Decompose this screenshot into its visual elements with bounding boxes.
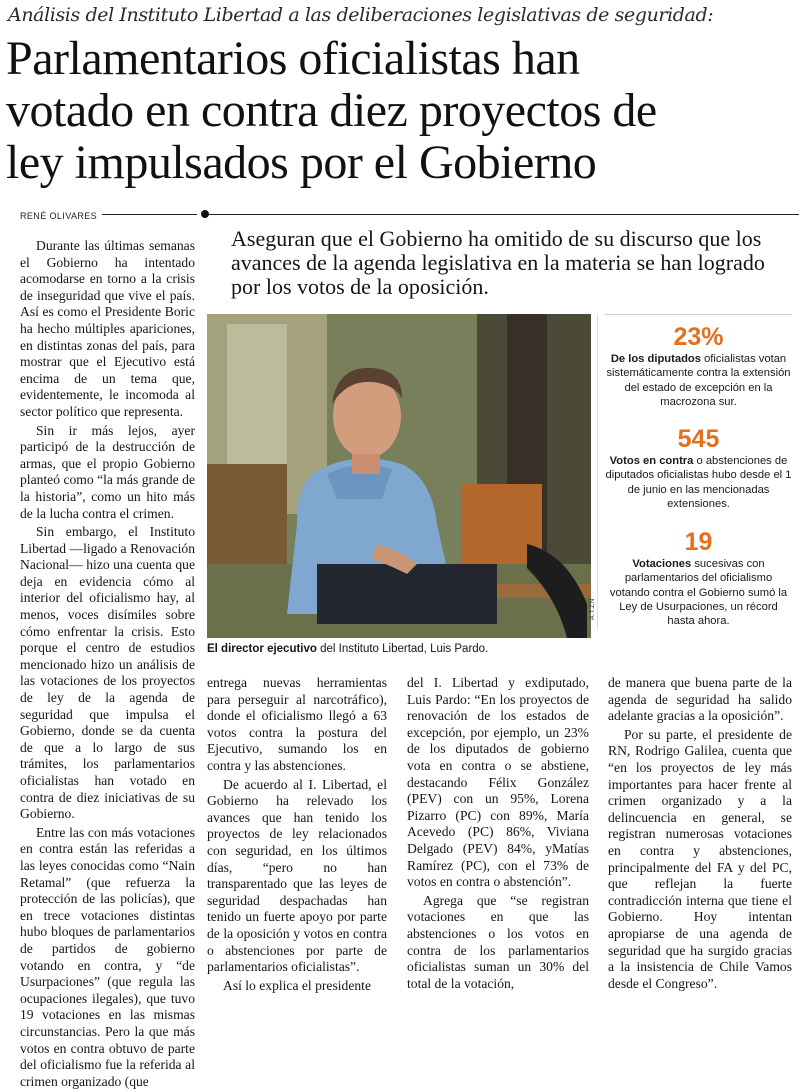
stat-block — [605, 425, 792, 511]
stat-text: sucesivas con parlamentarios del oficialismo votando contra el Gobierno sumó la Ley de Usurpaciones, un récord hasta ahora. — [609, 558, 788, 628]
paragraph: De acuerdo al I. Libertad, el Gobierno ha relevado los avances que han tenido los proyectos de ley relacionados con seguridad, en los últimos días, “pero no han transparentado que las leyes de seguridad despachadas han tenido un fuerte apoyo por parte de la oposición y votos en contra o abstenciones por parte de parlamentarios oficialistas”. — [207, 776, 387, 975]
article-column-4 — [608, 675, 792, 992]
paragraph: Entre las con más votaciones en contra están las referidas a las leyes conocidas como “Nain Retamal” (que refuerza la protección de las policías), que en trece votaciones distintas hubo bloques de parlamentarios de partidos de gobierno votando en contra, y “de Usurpaciones” (que regula las ocupaciones ilegales), que tuvo 19 votaciones en las mismas circunstancias. Pero la que más votos en contra obtuvo de parte del oficialismo fue la referida al crimen organizado (que — [20, 824, 195, 1089]
stat-text: o abstenciones de diputados oficialistas hubo desde el 1 de junio en las mencionadas extensiones. — [605, 455, 792, 510]
deck: Aseguran que el Gobierno ha omitido de su discurso que los avances de la agenda legislativa en la materia se han logrado por los votos de la oposición. — [231, 226, 765, 299]
stat-block — [605, 323, 792, 409]
article-column-3 — [407, 675, 589, 992]
headline-line-2: votado en contra diez proyectos de — [6, 84, 657, 137]
paragraph: Sin embargo, el Instituto Libertad —ligado a Renovación Nacional— hizo una cuenta que deja en evidencia cómo al interior del oficialismo hay, al menos, voces disímiles sobre cómo enfrentar la crisis. Esto porque el centro de estudios mencionado hizo un análisis de las votaciones de los proyectos de ley de la agenda de seguridad que impulsa el Gobierno, donde se da cuenta de que a lo largo de sus trámites, los parlamentarios oficialistas han votado en contra de diez iniciativas de su Gobierno. — [20, 524, 195, 822]
stat-number: 545 — [677, 425, 720, 453]
paragraph: Así lo explica el presidente — [223, 977, 371, 993]
sidebar-divider — [597, 314, 598, 630]
paragraph: Sin ir más lejos, ayer participó de la destrucción de armas, que el propio Gobierno planteó como “la más grande de la historia”, como un hito más de la lucha contra el crimen. — [20, 422, 195, 521]
portrait-illustration — [207, 314, 591, 638]
stat-number: 23% — [673, 323, 724, 351]
headline — [6, 33, 796, 189]
article-column-1 — [20, 238, 195, 1090]
stat-bold: Votaciones — [632, 558, 692, 570]
photo-luis-pardo — [207, 314, 591, 638]
paragraph: Durante las últimas semanas el Gobierno ha intentado acomodarse en torno a la crisis de inseguridad que vive el país. Así es como el Presidente Boric ha hecho múltiples apariciones, en distintas zonas del país, para mostrar que el Ejecutivo está encima de un tema que, evidentemente, le incomoda al sector político que representa. — [20, 238, 195, 419]
photo-caption: El director ejecutivo del Instituto Libertad, Luis Pardo. — [207, 643, 489, 655]
stats-sidebar — [605, 314, 792, 645]
stat-block — [605, 528, 792, 628]
paragraph: del I. Libertad y exdiputado, Luis Pardo: “En los proyectos de renovación de los estados de excepción, por ejemplo, un 23% de los diputados de gobierno vota en contra o se abstiene, destacando Félix González (PEV) con un 95%, Lorena Pizarro (PC) con 89%, María Acevedo (PC) 86%, Viviana Delgado (PEV) 84%, yMatías Ramírez (PC), con el 73% de votos en contra o abstención”. — [407, 675, 589, 890]
paragraph: de manera que buena parte de la agenda de seguridad ha salido adelante gracias a la oposición”. — [608, 675, 792, 724]
article-column-2 — [207, 675, 387, 994]
headline-line-3: ley impulsados por el Gobierno — [6, 136, 597, 189]
stat-bold: Votos en contra — [609, 455, 694, 467]
stat-text: oficialistas votan sistemáticamente contra la extensión del estado de excepción en la macrozona sur. — [606, 353, 791, 408]
byline: RENÉ OLIVARES — [20, 211, 98, 221]
separator-dot — [201, 210, 209, 218]
paragraph: Por su parte, el presidente de RN, Rodrigo Galilea, cuenta que “en los proyectos de ley más importantes para hacer frente al crimen organizado y a la delincuencia en general, se registran numerosas votaciones en contra y abstenciones, principalmente del FA y del PC, que reflejan la fuerte contradicción interna que tiene el Gobierno. Hoy intentan apropiarse de una agenda de seguridad que ha surgido gracias a la insistencia de Chile Vamos desde el Congreso”. — [608, 726, 792, 991]
paragraph: Agrega que “se registran votaciones en que las abstenciones o los votos en contra de los parlamentarios oficialistas suman un 30% del total de la votación, — [407, 892, 589, 991]
separator-rule — [209, 214, 799, 215]
byline-rule — [102, 214, 197, 215]
paragraph: entrega nuevas herramientas para perseguir al narcotráfico), donde el oficialismo llegó a 63 votos contra la postura del Ejecutivo, sumando los en contra y las abstenciones. — [207, 675, 387, 773]
stat-bold: De los diputados — [610, 353, 701, 365]
kicker: Análisis del Instituto Libertad a las deliberaciones legislativas de seguridad: — [8, 4, 714, 26]
headline-line-1: Parlamentarios oficialistas han — [6, 32, 580, 85]
photo-credit: A.T.ZN — [589, 598, 596, 620]
stat-number: 19 — [684, 528, 713, 556]
